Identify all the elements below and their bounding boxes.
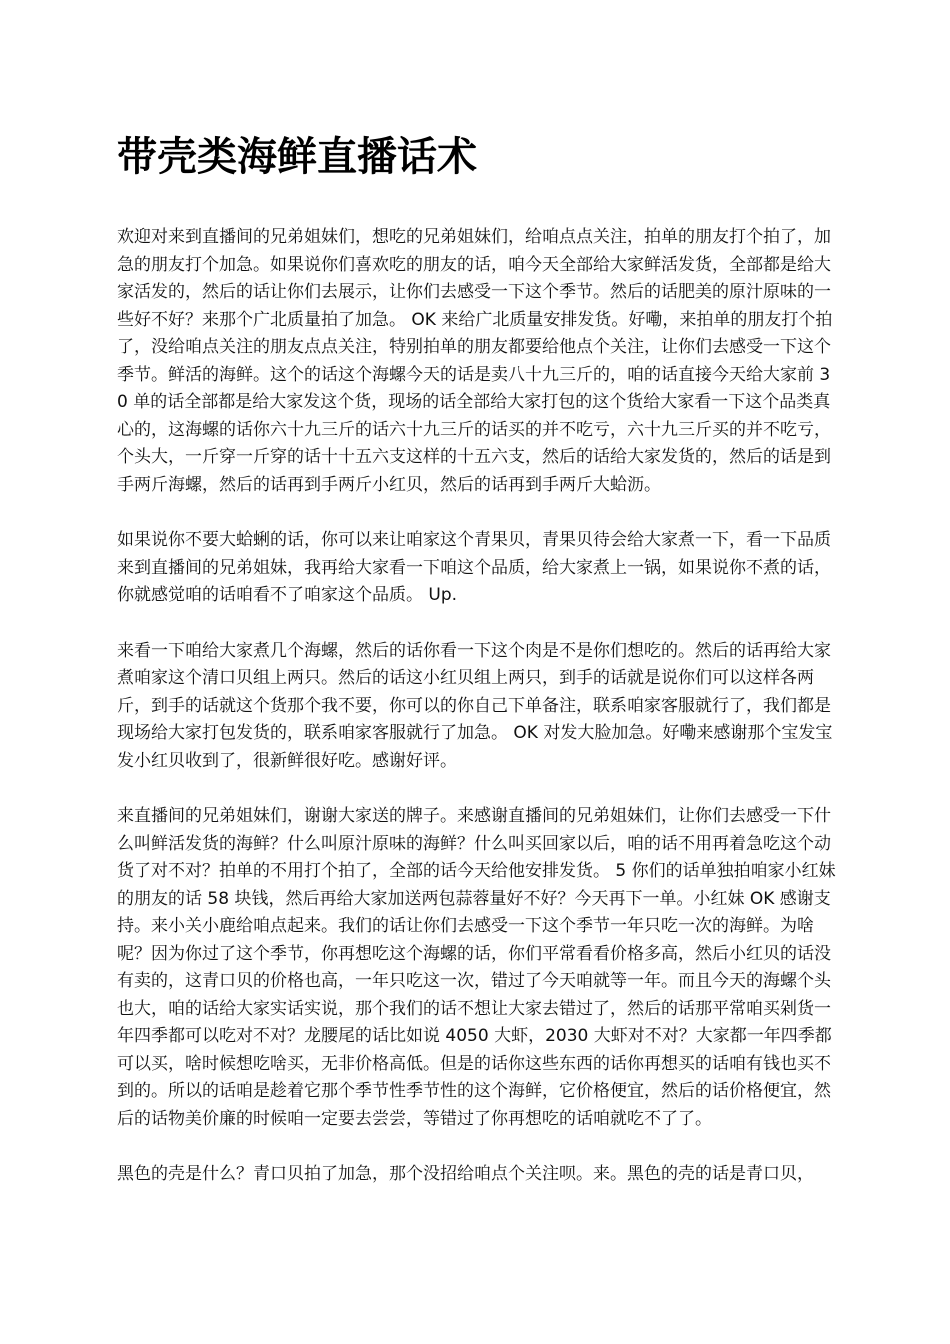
paragraph-3: 来看一下咱给大家煮几个海螺，然后的话你看一下这个肉是不是你们想吃的。然后的话再给大家煮咱家这个清口贝组上两只。然后的话这小红贝组上两只，到手的话就是说你们可以这样各两斤，到手的话就这个货那个我不要，你可以的你自己下单备注，联系咱家客服就行了，我们都是现场给大家打包发货的，联系咱家客服就行了加急。 OK 对发大脸加急。好嘞来感谢那个宝发宝发小红贝收到了，很新鲜很好吃。感谢好评。	[117, 640, 833, 771]
paragraph-5: 黑色的壳是什么？青口贝拍了加急，那个没招给咱点个关注呗。来。黑色的壳的话是青口贝，	[117, 1164, 814, 1184]
paragraph-1: 欢迎对来到直播间的兄弟姐妹们，想吃的兄弟姐妹们，给咱点点关注，拍单的朋友打个拍了，加急的朋友打个加急。如果说你们喜欢吃的朋友的话，咱今天全部给大家鲜活发货，全部都是给大家活发的，然后的话让你们去展示，让你们去感受一下这个季节。然后的话肥美的原汁原味的一些好不好？来那个广北质量拍了加急。 OK 来给广北质量安排发货。好嘞，来拍单的朋友打个拍了，没给咱点关注的朋友点点关注，特别拍单的朋友都要给他点个关注，让你们去感受一下这个季节。鲜活的海鲜。这个的话这个海螺今天的话是卖八十九三斤的，咱的话直接今天给大家前 30 单的话全部都是给大家发这个货，现场的话全部给大家打包的这个货给大家看一下这个品类真心的，这海螺的话你六十九三斤的话六十九三斤的话买的并不吃亏，六十九三斤买的并不吃亏，个头大，一斤穿一斤穿的话十十五六支这样的十五六支，然后的话给大家发货的，然后的话是到手两斤海螺，然后的话再到手两斤小红贝，然后的话再到手两斤大蛤沥。	[117, 227, 833, 495]
paragraph-4: 来直播间的兄弟姐妹们，谢谢大家送的牌子。来感谢直播间的兄弟姐妹们，让你们去感受一下什么叫鲜活发货的海鲜？什么叫原汁原味的海鲜？什么叫买回家以后，咱的话不用再着急吃这个动货了对不对？拍单的不用打个拍了，全部的话今天给他安排发货。 5 你们的话单独拍咱家小红妹的朋友的话 58 块钱，然后再给大家加送两包蒜蓉量好不好？今天再下一单。小红妹 OK 感谢支持。来小关小鹿给咱点起来。我们的话让你们去感受一下这个季节一年只吃一次的海鲜。为啥呢？因为你过了这个季节，你再想吃这个海螺的话，你们平常看看价格多高，然后小红贝的话没有卖的，这青口贝的价格也高，一年只吃这一次，错过了今天咱就等一年。而且今天的海螺个头也大，咱的话给大家实话实说，那个我们的话不想让大家去错过了，然后的话那平常咱买剁货一年四季都可以吃对不对？龙腰尾的话比如说 4050 大虾，2030 大虾对不对？大家都一年四季都可以买，啥时候想吃啥买，无非价格高低。但是的话你这些东西的话你再想买的话咱有钱也买不到的。所以的话咱是趁着它那个季节性季节性的这个海鲜，它价格便宜，然后的话价格便宜，然后的话物美价廉的时候咱一定要去尝尝，等错过了你再想吃的话咱就吃不了了。	[117, 806, 836, 1129]
document-body	[117, 224, 837, 1217]
paragraph-2: 如果说你不要大蛤蜊的话，你可以来让咱家这个青果贝，青果贝待会给大家煮一下，看一下品质来到直播间的兄弟姐妹，我再给大家看一下咱这个品质，给大家煮上一锅，如果说你不煮的话，你就感觉咱的话咱看不了咱家这个品质。 Up.	[117, 530, 831, 605]
document-title: 带壳类海鲜直播话术	[117, 134, 477, 180]
